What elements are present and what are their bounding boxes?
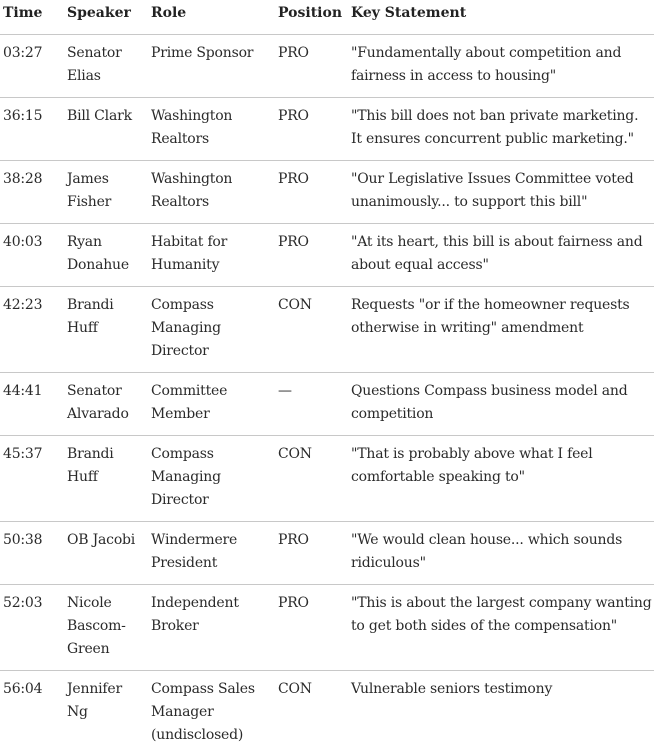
cell-speaker: Senator Elias bbox=[64, 35, 148, 98]
cell-speaker: James Fisher bbox=[64, 161, 148, 224]
cell-statement: "That is probably above what I feel comfortable speaking to" bbox=[348, 436, 654, 522]
cell-speaker: OB Jacobi bbox=[64, 522, 148, 585]
cell-statement: Requests "or if the homeowner requests otherwise in writing" amendment bbox=[348, 287, 654, 373]
header-position: Position bbox=[275, 0, 348, 35]
cell-time: 52:03 bbox=[0, 585, 64, 671]
cell-role: Washington Realtors bbox=[148, 98, 275, 161]
table-row bbox=[0, 161, 654, 224]
cell-time: 36:15 bbox=[0, 98, 64, 161]
cell-statement: "Fundamentally about competition and fairness in access to housing" bbox=[348, 35, 654, 98]
cell-role: Habitat for Humanity bbox=[148, 224, 275, 287]
cell-statement: "At its heart, this bill is about fairness and about equal access" bbox=[348, 224, 654, 287]
cell-time: 50:38 bbox=[0, 522, 64, 585]
table-row bbox=[0, 436, 654, 522]
cell-speaker: Jennifer Ng bbox=[64, 671, 148, 756]
cell-role: Compass Managing Director bbox=[148, 287, 275, 373]
cell-statement: "Our Legislative Issues Committee voted unanimously... to support this bill" bbox=[348, 161, 654, 224]
cell-role: Prime Sponsor bbox=[148, 35, 275, 98]
table-row bbox=[0, 98, 654, 161]
cell-speaker: Brandi Huff bbox=[64, 287, 148, 373]
cell-statement: Vulnerable seniors testimony bbox=[348, 671, 654, 756]
cell-time: 44:41 bbox=[0, 373, 64, 436]
cell-position: PRO bbox=[275, 585, 348, 671]
header-time: Time bbox=[0, 0, 64, 35]
cell-position: PRO bbox=[275, 161, 348, 224]
cell-statement: "We would clean house... which sounds ridiculous" bbox=[348, 522, 654, 585]
cell-speaker: Nicole Bascom-Green bbox=[64, 585, 148, 671]
cell-time: 40:03 bbox=[0, 224, 64, 287]
cell-role: Washington Realtors bbox=[148, 161, 275, 224]
cell-statement: Questions Compass business model and competition bbox=[348, 373, 654, 436]
table-row bbox=[0, 224, 654, 287]
cell-position: CON bbox=[275, 287, 348, 373]
cell-role: Compass Managing Director bbox=[148, 436, 275, 522]
cell-speaker: Brandi Huff bbox=[64, 436, 148, 522]
cell-statement: "This bill does not ban private marketing. It ensures concurrent public marketing." bbox=[348, 98, 654, 161]
table-row bbox=[0, 522, 654, 585]
cell-time: 56:04 bbox=[0, 671, 64, 756]
header-role: Role bbox=[148, 0, 275, 35]
cell-position: CON bbox=[275, 671, 348, 756]
cell-statement: "This is about the largest company wanting to get both sides of the compensation" bbox=[348, 585, 654, 671]
cell-time: 03:27 bbox=[0, 35, 64, 98]
cell-speaker: Senator Alvarado bbox=[64, 373, 148, 436]
cell-role: Compass Sales Manager (undisclosed) bbox=[148, 671, 275, 756]
cell-time: 45:37 bbox=[0, 436, 64, 522]
cell-position: CON bbox=[275, 436, 348, 522]
cell-position: PRO bbox=[275, 98, 348, 161]
cell-speaker: Bill Clark bbox=[64, 98, 148, 161]
header-key-statement: Key Statement bbox=[348, 0, 654, 35]
header-row bbox=[0, 0, 654, 35]
table-row bbox=[0, 35, 654, 98]
cell-role: Committee Member bbox=[148, 373, 275, 436]
table-row bbox=[0, 287, 654, 373]
cell-speaker: Ryan Donahue bbox=[64, 224, 148, 287]
cell-position: — bbox=[275, 373, 348, 436]
cell-role: Independent Broker bbox=[148, 585, 275, 671]
cell-time: 38:28 bbox=[0, 161, 64, 224]
header-speaker: Speaker bbox=[64, 0, 148, 35]
table-row bbox=[0, 373, 654, 436]
cell-position: PRO bbox=[275, 224, 348, 287]
cell-position: PRO bbox=[275, 522, 348, 585]
table-row bbox=[0, 671, 654, 756]
cell-position: PRO bbox=[275, 35, 348, 98]
cell-role: Windermere President bbox=[148, 522, 275, 585]
table-row bbox=[0, 585, 654, 671]
cell-time: 42:23 bbox=[0, 287, 64, 373]
